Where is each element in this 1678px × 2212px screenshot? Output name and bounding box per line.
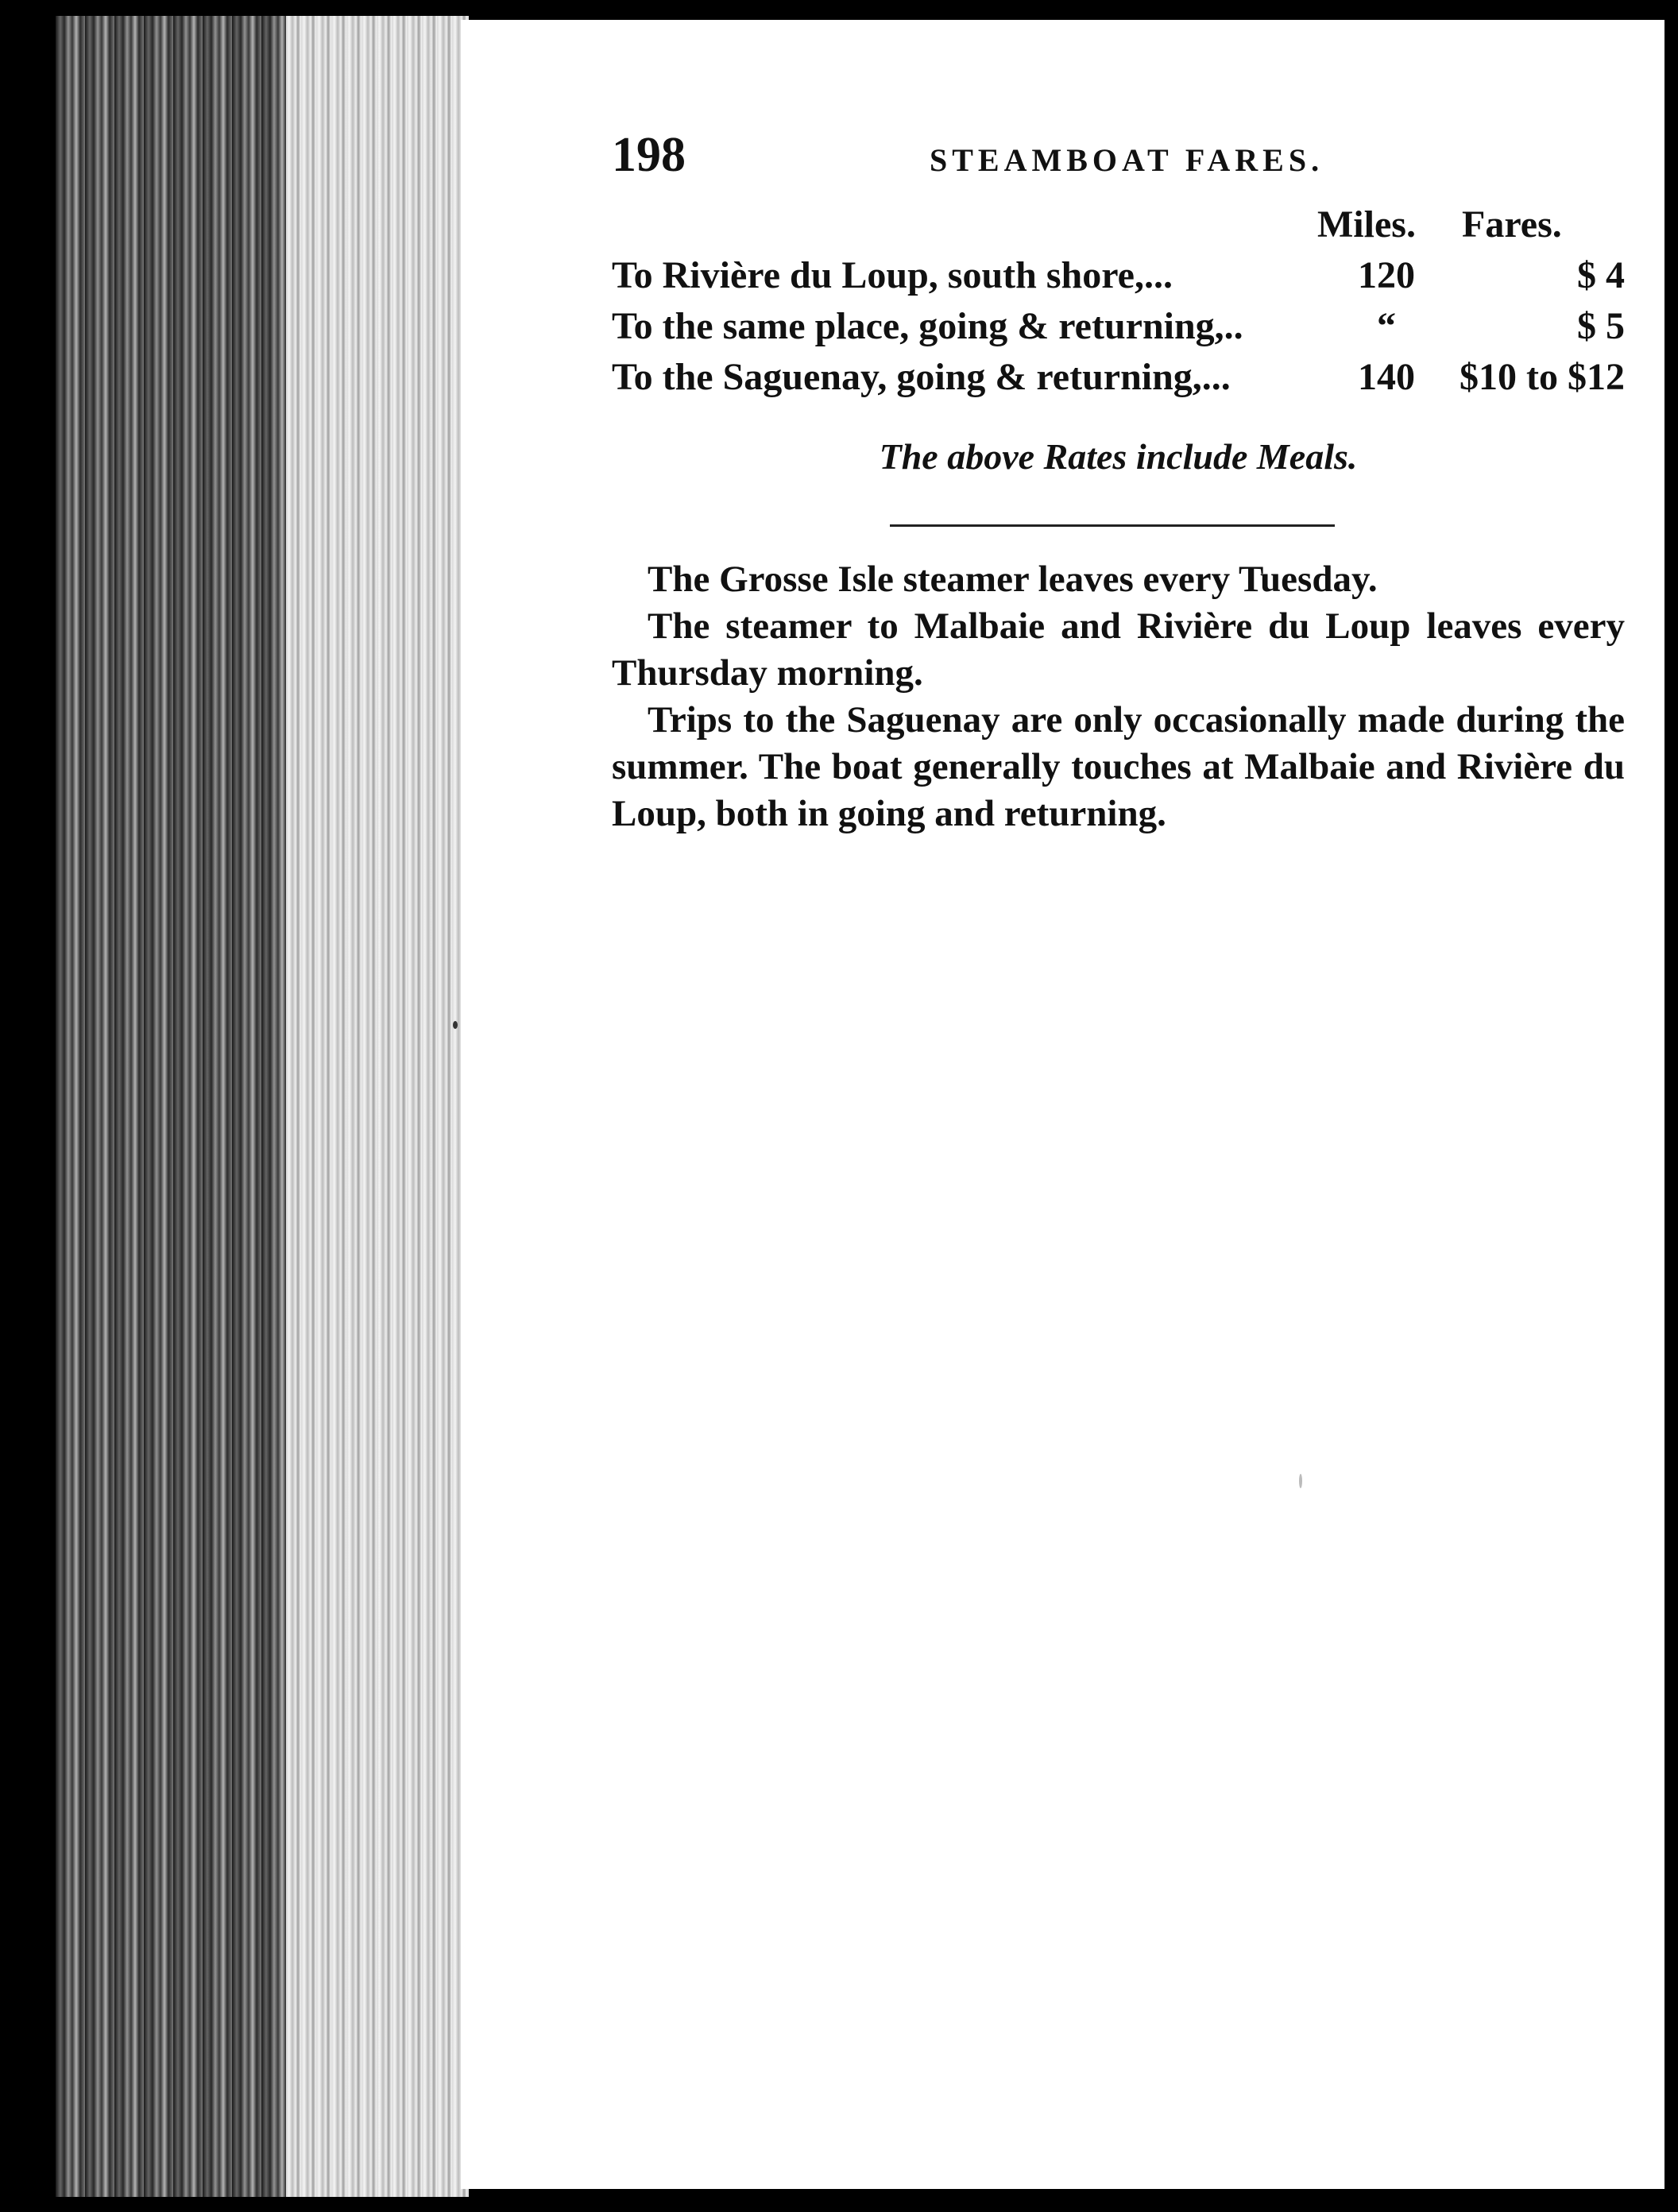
body-text <box>612 556 1625 837</box>
book-page-edges-light <box>286 16 469 2197</box>
fare-table-header <box>612 203 1625 253</box>
fare-destination: To Rivière du Loup, south shore,... <box>612 254 1173 296</box>
fare-miles: “ <box>1377 305 1396 347</box>
running-head <box>612 127 1645 191</box>
page-number: 198 <box>612 128 686 182</box>
paragraph: The steamer to Malbaie and Rivière du Loup leaves every Thursday morning. <box>612 605 1625 694</box>
fare-row <box>612 253 1625 304</box>
print-speck <box>1299 1474 1302 1488</box>
print-speck <box>453 1021 458 1029</box>
fare-row <box>612 304 1625 355</box>
fare-miles: 120 <box>1358 254 1415 296</box>
miles-column-header: Miles. <box>1317 203 1416 246</box>
rates-note: The above Rates include Meals. <box>879 436 1358 477</box>
paragraph: The Grosse Isle steamer leaves every Tuesday. <box>648 559 1378 600</box>
fare-table <box>612 203 1625 406</box>
fare-amount: $ 4 <box>1577 254 1625 296</box>
fares-column-header: Fares. <box>1462 203 1562 246</box>
fare-amount: $ 5 <box>1577 305 1625 347</box>
paragraph: Trips to the Saguenay are only occasionally made during the summer. The boat generally touches at Malbaie and Rivière du Loup, both in going and returning. <box>612 699 1625 834</box>
fare-destination: To the Saguenay, going & returning,... <box>612 356 1231 398</box>
fare-destination: To the same place, going & returning,.. <box>612 305 1243 347</box>
running-head-title: STEAMBOAT FARES. <box>930 142 1324 178</box>
fare-miles: 140 <box>1358 356 1415 398</box>
section-divider <box>890 524 1335 527</box>
fare-row <box>612 355 1625 406</box>
fare-amount: $10 to $12 <box>1460 356 1625 398</box>
